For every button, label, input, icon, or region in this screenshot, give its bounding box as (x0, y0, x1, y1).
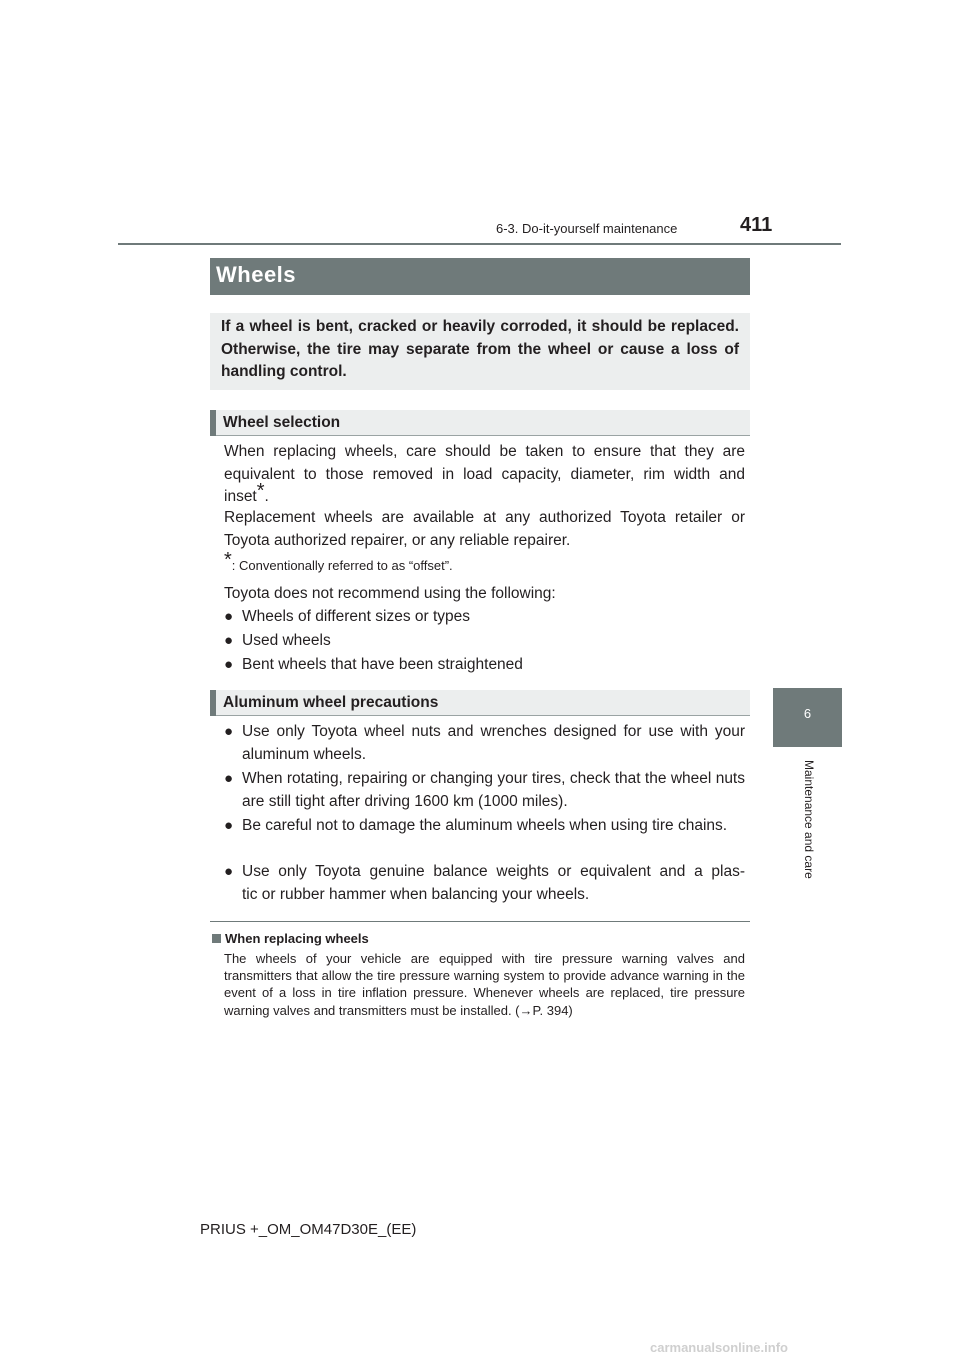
list-item (224, 861, 745, 906)
note-heading (212, 931, 369, 946)
chapter-number: 6 (803, 706, 812, 721)
note-text: The wheels of your vehicle are equipped with tire pressure warning valves and transmitters that allow the tire pressure warning system to provide advance warning in the event of a loss in tire inflation pressure. Whenever wheels are replaced, tire pressure warning valves and transmitters must be installed. (→P. 394) (224, 951, 745, 1018)
bullet-icon: ● (224, 770, 234, 787)
list-item (224, 721, 745, 766)
wheel-selection-paragraph-2: Replacement wheels are available at any authorized Toyota retailer or Toyota authorized repairer, or any reliable repairer. (224, 509, 745, 549)
wheel-selection-paragraph-1 (224, 441, 745, 509)
footnote (224, 549, 453, 573)
list-item (224, 815, 745, 838)
chapter-label: Maintenance and care (802, 760, 816, 879)
list-item-text: Use only Toyota wheel nuts and wrenches designed for use with your aluminum wheels. (242, 723, 745, 763)
list-item-text: Wheels of different sizes or types (242, 608, 471, 625)
bullet-icon: ● (224, 863, 234, 880)
list-item-text (242, 861, 745, 906)
note-heading-text: When replacing wheels (225, 931, 369, 946)
section-title: 6-3. Do-it-yourself maintenance (496, 221, 678, 236)
bullet-icon: ● (224, 817, 234, 834)
asterisk-mark: * (256, 480, 265, 502)
wheel-selection-marker (210, 410, 216, 436)
page-title: Wheels (216, 262, 297, 287)
list-item-text: Be careful not to damage the aluminum wheels when using tire chains. (242, 817, 728, 834)
footnote-asterisk: * (224, 549, 232, 571)
list-item-text: Bent wheels that have been straightened (242, 656, 523, 673)
bullet-icon: ● (224, 723, 234, 740)
list-item-line: tic or rubber hammer when balancing your wheels. (242, 885, 590, 903)
bullet-icon: ● (224, 632, 234, 649)
intro-text: If a wheel is bent, cracked or heavily corroded, it should be replaced. Otherwise, the tire may separate from the wheel or cause a loss of handling control. (221, 318, 739, 380)
wheel-selection-heading: Wheel selection (223, 414, 341, 431)
wheel-selection-text-1: When replacing wheels, care should be taken to ensure that they are equivalent to those removed in load capacity, diameter, rim width and inset (224, 443, 745, 505)
list-item (224, 768, 745, 813)
list-item-text: Used wheels (242, 632, 331, 649)
list-item-line: Use only Toyota genuine balance weights or equivalent and a plas- (242, 863, 745, 880)
page-number: 411 (740, 214, 773, 236)
document-code: PRIUS +_OM_OM47D30E_(EE) (200, 1221, 417, 1238)
square-bullet-icon (212, 934, 221, 943)
list-item (224, 630, 331, 653)
watermark: carmanualsonline.info (650, 1340, 788, 1355)
aluminum-marker (210, 690, 216, 716)
footnote-text: : Conventionally referred to as “offset”. (231, 558, 453, 573)
not-recommend-text: Toyota does not recommend using the following: (224, 585, 556, 602)
bullet-icon: ● (224, 608, 234, 625)
bullet-icon: ● (224, 656, 234, 673)
header-rule (118, 243, 841, 245)
period: . (264, 488, 269, 505)
list-item (224, 654, 523, 677)
aluminum-heading: Aluminum wheel precautions (223, 694, 439, 711)
note-rule (210, 921, 750, 922)
list-item-text: When rotating, repairing or changing your tires, check that the wheel nuts are still tight after driving 1600 km (1000 miles). (242, 770, 745, 810)
list-item (224, 606, 471, 629)
